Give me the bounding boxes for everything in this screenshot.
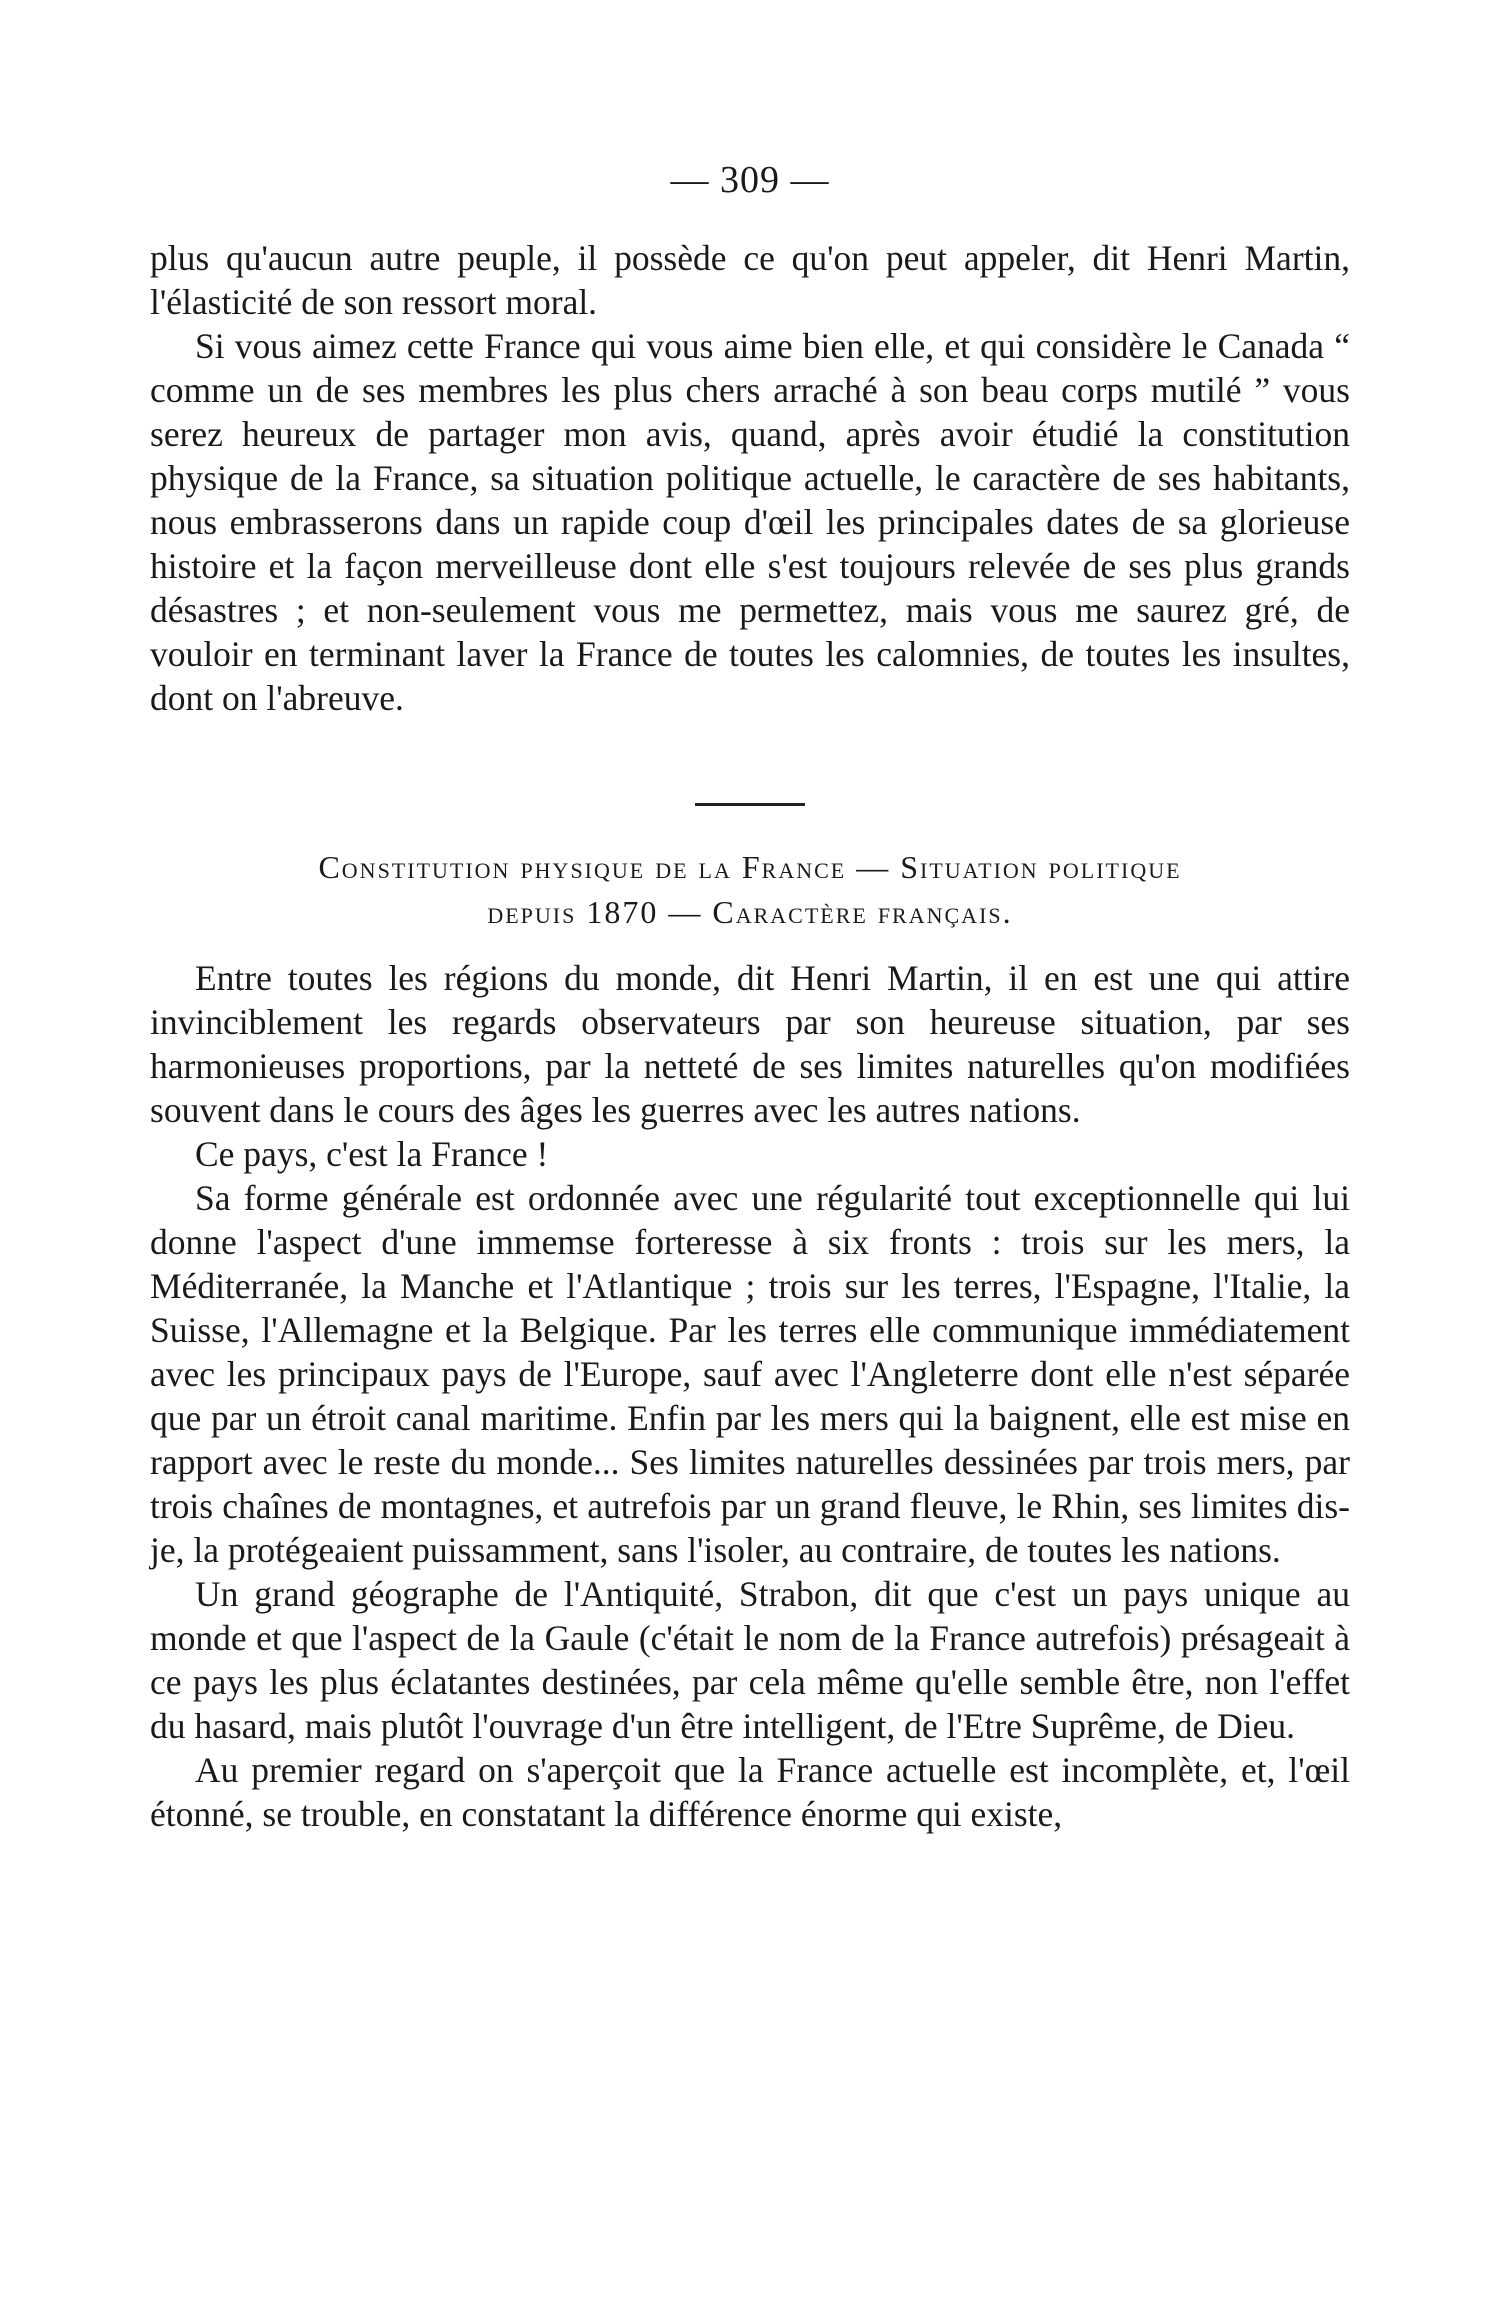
intro-text: [150, 236, 1350, 720]
paragraph: Si vous aimez cette France qui vous aime bien elle, et qui considère le Canada “ comme un de ses membres les plus chers arraché à son beau corps mutilé ” vous serez heureux de partager mon avis, quand, après avoir étudié la constitution physique de la France, sa situation politique actuelle, le caractère de ses habitants, nous embrasserons dans un rapide coup d'œil les principales dates de sa glorieuse histoire et la façon merveilleuse dont elle s'est toujours relevée de ses plus grands désastres ; et non-seulement vous me permettez, mais vous me saurez gré, de vouloir en terminant laver la France de toutes les calomnies, de toutes les insultes, dont on l'abreuve.: [150, 326, 1350, 718]
paragraph: Sa forme générale est ordonnée avec une régularité tout exceptionnelle qui lui donne l'aspect d'une immemse forteresse à six fronts : trois sur les mers, la Méditerranée, la Manche et l'Atlantique ; trois sur les terres, l'Espagne, l'Italie, la Suisse, l'Allemagne et la Belgique. Par les terres elle communique immédiatement avec les principaux pays de l'Europe, sauf avec l'Angleterre dont elle n'est séparée que par un étroit canal maritime. Enfin par les mers qui la baignent, elle est mise en rapport avec le reste du monde... Ses limites naturelles dessinées par trois mers, par trois chaînes de montagnes, et autrefois par un grand fleuve, le Rhin, ses limites dis-je, la protégeaient puissamment, sans l'isoler, au contraire, de toutes les nations.: [150, 1178, 1350, 1570]
section-body: [150, 956, 1350, 1836]
paragraph: Entre toutes les régions du monde, dit Henri Martin, il en est une qui attire invinciblement les regards observateurs par son heureuse situation, par ses harmonieuses proportions, par la netteté de ses limites naturelles qu'on modifiées souvent dans le cours des âges les guerres avec les autres nations.: [150, 958, 1350, 1130]
section-divider: [695, 803, 805, 806]
section-heading-line-2: depuis 1870 — Caractère français.: [487, 894, 1013, 930]
paragraph: Un grand géographe de l'Antiquité, Strabon, dit que c'est un pays unique au monde et que l'aspect de la Gaule (c'était le nom de la France autrefois) présageait à ce pays les plus éclatantes destinées, par cela même qu'elle semble être, non l'effet du hasard, mais plutôt l'ouvrage d'un être intelligent, de l'Etre Suprême, de Dieu.: [150, 1574, 1350, 1746]
section-heading-line-1: Constitution physique de la France — Situation politique: [318, 849, 1182, 885]
paragraph-continued: plus qu'aucun autre peuple, il possède ce qu'on peut appeler, dit Henri Martin, l'élasticité de son ressort moral.: [150, 238, 1350, 322]
paragraph: Au premier regard on s'aperçoit que la France actuelle est incomplète, et, l'œil étonné, se trouble, en constatant la différence énorme qui existe,: [150, 1750, 1350, 1834]
section-heading: [150, 845, 1350, 935]
book-page: [150, 0, 1350, 2319]
page-number: — 309 —: [670, 159, 830, 201]
paragraph: Ce pays, c'est la France !: [195, 1134, 549, 1174]
